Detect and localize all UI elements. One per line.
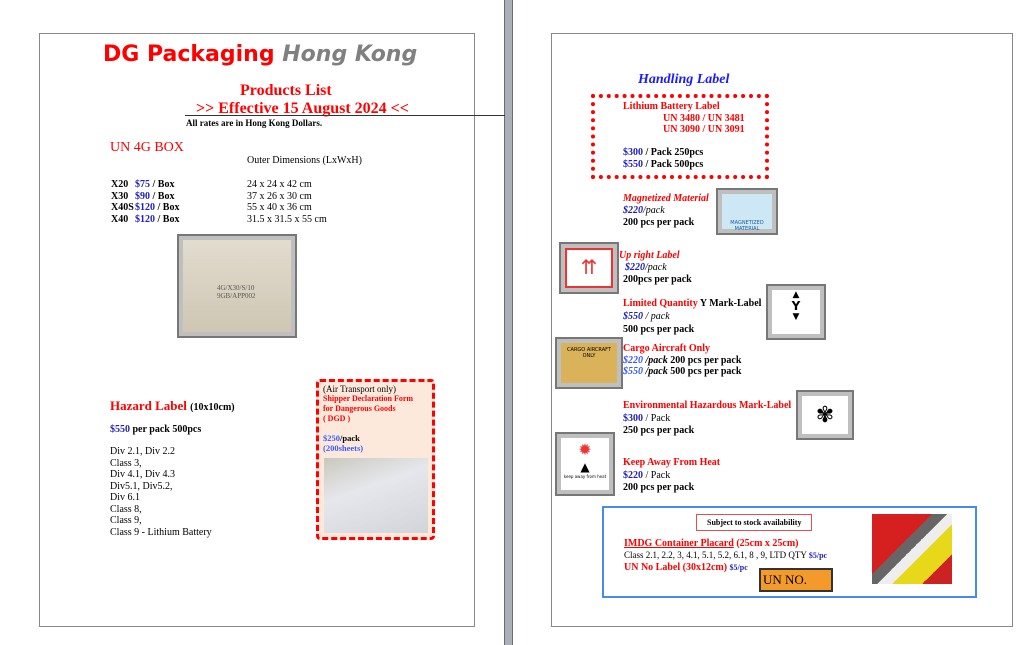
hazard-title: Hazard Label bbox=[110, 398, 187, 413]
price-text: $250 bbox=[323, 433, 340, 443]
title-text: Keep Away From Heat bbox=[623, 457, 721, 468]
price-text: $550 bbox=[623, 311, 643, 322]
dgd-box bbox=[316, 379, 435, 540]
box-heading: UN 4G BOX bbox=[110, 140, 184, 155]
hazard-price: $550 bbox=[110, 424, 130, 435]
1-text: Class 3, bbox=[110, 457, 142, 469]
title2-text: Y Mark-Label bbox=[697, 298, 762, 309]
page-2 bbox=[512, 0, 1024, 645]
hazard-pack: per pack 500pcs bbox=[132, 424, 202, 435]
title-text: Limited Quantity bbox=[623, 298, 698, 309]
price-text: $300 bbox=[623, 412, 643, 424]
products-list-title: Products List bbox=[240, 82, 332, 99]
box-row bbox=[111, 213, 327, 226]
note-text: (Air Transport only) bbox=[323, 384, 397, 394]
price-text: $120 bbox=[135, 202, 155, 213]
img-text: Y bbox=[791, 299, 801, 313]
5-text: Class 8, bbox=[110, 503, 142, 515]
unit-text: / Box bbox=[150, 179, 175, 190]
title2-text: for Dangerous Goods bbox=[323, 404, 396, 413]
unit-text: /pack bbox=[340, 433, 360, 443]
unit-text: /pack bbox=[645, 262, 667, 273]
p1-text: $300 bbox=[623, 147, 643, 158]
price-text: $90 bbox=[135, 190, 150, 202]
un-no-label-image: UN NO. bbox=[759, 568, 833, 592]
p2u-text: / Pack 500pcs bbox=[643, 158, 704, 170]
hazard-size: (10x10cm) bbox=[190, 402, 235, 413]
y-mark-label-image: ▲ Y ▼ bbox=[766, 284, 826, 340]
unit-text: / Box bbox=[155, 202, 180, 213]
box-photo bbox=[177, 234, 297, 338]
img-text: CARGO AIRCRAFT ONLY bbox=[561, 343, 617, 383]
un2-text: UN 3090 / UN 3091 bbox=[663, 124, 745, 135]
img-text: MAGNETIZED MATERIAL bbox=[722, 194, 772, 229]
unit-text: / Pack bbox=[643, 412, 671, 424]
brand-name: DG Packaging bbox=[103, 42, 275, 67]
box-row bbox=[111, 202, 312, 214]
unit-text: / Pack bbox=[643, 469, 671, 481]
dims-text: 37 x 26 x 30 cm bbox=[247, 190, 312, 202]
model-text: X40S bbox=[111, 202, 134, 213]
3-text: Div5.1, Div5.2, bbox=[110, 480, 173, 492]
p2-text: $550 bbox=[623, 158, 643, 170]
2-text: Div 4.1, Div 4.3 bbox=[110, 469, 175, 480]
limited-qty-item bbox=[623, 297, 761, 336]
placard-photo bbox=[872, 514, 952, 584]
title-text: Cargo Aircraft Only bbox=[623, 343, 711, 354]
un1-text: UN 3480 / UN 3481 bbox=[663, 112, 745, 124]
u1-text: /pack bbox=[643, 354, 668, 366]
effective-date: >> Effective 15 August 2024 << bbox=[196, 100, 409, 117]
title-text: IMDG Container Placard bbox=[624, 538, 734, 549]
classes-text: Class 2.1, 2.2, 3, 4.1, 5.1, 5.2, 6.1, 8 , 9, LTD QTY bbox=[624, 550, 807, 560]
box-print-text: 4G/X30/S/10 9GB/APP002 bbox=[217, 284, 256, 300]
page-1 bbox=[0, 0, 505, 645]
cargo-item bbox=[623, 343, 741, 378]
unit-text: /pack bbox=[643, 205, 665, 216]
stock-notice: Subject to stock availability bbox=[696, 514, 812, 531]
p1u-text: / Pack 250pcs bbox=[643, 147, 704, 158]
title-text: Magnetized Material bbox=[623, 193, 709, 204]
model-text: X30 bbox=[111, 190, 129, 202]
box-row bbox=[111, 179, 312, 191]
price-text: $220 bbox=[625, 262, 645, 273]
price-text: $220 bbox=[623, 205, 643, 216]
env-hazard-item bbox=[623, 400, 791, 438]
p2-text: $550 bbox=[623, 366, 643, 377]
model-text: X20 bbox=[111, 179, 129, 190]
rates-note: All rates are in Hong Kong Dollars. bbox=[186, 118, 323, 128]
title-text: Up right Label bbox=[619, 250, 680, 261]
sheets-text: (200sheets) bbox=[323, 443, 364, 453]
title-text: Environmental Hazardous Mark-Label bbox=[623, 400, 792, 411]
brand-location: Hong Kong bbox=[282, 42, 418, 67]
cprice-text: $5/pc bbox=[808, 551, 828, 560]
keep-away-heat-item bbox=[623, 457, 720, 495]
header-line bbox=[185, 115, 505, 116]
un-price-text: $5/pc bbox=[729, 563, 748, 572]
dims-text: 24 x 24 x 42 cm bbox=[247, 179, 312, 190]
7-text: Class 9 - Lithium Battery bbox=[110, 526, 212, 538]
magnet-label-image bbox=[716, 188, 778, 235]
qty-text: 200 pcs per pack bbox=[623, 217, 695, 228]
upright-item bbox=[619, 250, 692, 286]
4-text: Div 6.1 bbox=[110, 492, 140, 503]
dims-header: Outer Dimensions (LxWxH) bbox=[247, 155, 362, 166]
title-text: Lithium Battery Label bbox=[623, 101, 720, 112]
unit-text: / pack bbox=[643, 311, 670, 322]
price-text: $220 bbox=[623, 469, 643, 481]
img-text: keep away from heat bbox=[563, 474, 607, 479]
env-hazard-image: ✾ bbox=[796, 390, 854, 440]
q1-text: 200 pcs per pack bbox=[667, 354, 742, 366]
dims-text: 55 x 40 x 36 cm bbox=[247, 202, 312, 213]
model-text: X40 bbox=[111, 213, 129, 225]
cargo-aircraft-image bbox=[555, 337, 623, 389]
size-text: (25cm x 25cm) bbox=[736, 538, 799, 549]
u2-text: /pack bbox=[643, 366, 668, 377]
upright-label-image: ⇈ bbox=[559, 242, 619, 294]
title1-text: Shipper Declaration Form bbox=[323, 394, 414, 403]
title3-text: ( DGD ) bbox=[323, 414, 351, 423]
handling-label-heading: Handling Label bbox=[638, 72, 730, 87]
box-table bbox=[111, 179, 327, 225]
dgd-form-photo bbox=[324, 458, 428, 533]
price-text: $120 bbox=[135, 213, 155, 225]
qty-text: 250 pcs per pack bbox=[623, 425, 695, 436]
keep-away-heat-image: ✹ ▲ keep away from heat bbox=[555, 432, 615, 496]
0-text: Div 2.1, Div 2.2 bbox=[110, 446, 175, 457]
hazard-classes bbox=[110, 446, 212, 538]
q2-text: 500 pcs per pack bbox=[667, 366, 742, 377]
magnet-item bbox=[623, 193, 709, 229]
placard-box bbox=[602, 506, 977, 598]
qty-text: 200pcs per pack bbox=[623, 274, 692, 285]
qty-text: 200 pcs per pack bbox=[623, 482, 695, 493]
price-text: $75 bbox=[135, 179, 150, 190]
p1-text: $220 bbox=[623, 354, 643, 366]
unit-text: / Box bbox=[155, 213, 180, 225]
unit-text: / Box bbox=[150, 190, 175, 202]
box-row bbox=[111, 190, 312, 203]
6-text: Class 9, bbox=[110, 515, 142, 526]
dims-text: 31.5 x 31.5 x 55 cm bbox=[247, 213, 327, 225]
un-title-text: UN No Label (30x12cm) bbox=[624, 562, 728, 573]
qty-text: 500 pcs per pack bbox=[623, 324, 695, 335]
